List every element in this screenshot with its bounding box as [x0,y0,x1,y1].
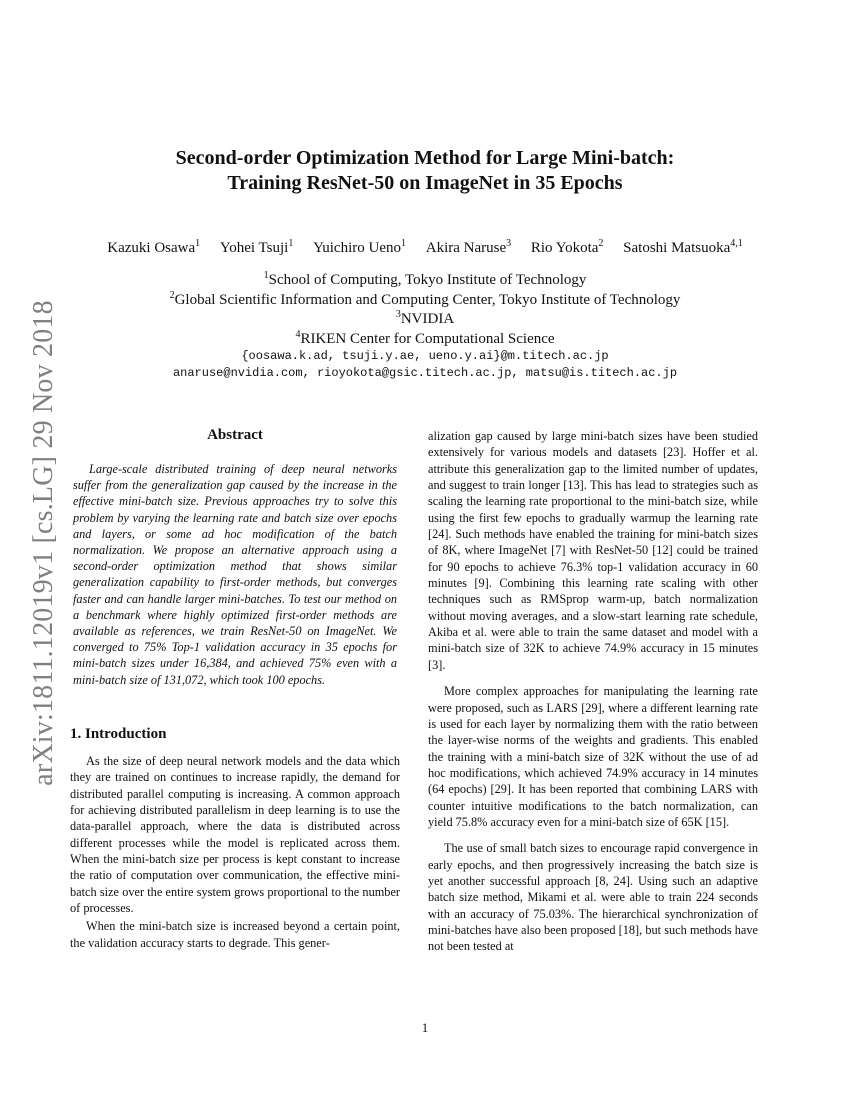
left-column [70,425,400,951]
right-paragraph-3: The use of small batch sizes to encourage rapid convergence in early epochs, and then progressively increasing the batch size is yet another successful approach [8, 24]. Using such an adaptive batch size method, Mikami et al. were able to train 224 seconds with an accuracy of 75.03%. The hierarchical synchronization of mini-batches have also been proposed [18], but such methods have not been tested at [428,841,758,954]
author-affil-mark: 4,1 [730,238,743,249]
author-name: Yuichiro Ueno [313,240,401,256]
author-6 [623,240,743,256]
title-line-1: Second-order Optimization Method for Large Mini-batch: [175,147,675,169]
author-name: Akira Naruse [425,240,507,256]
author-affil-mark: 1 [195,238,201,249]
affiliation-text: Global Scientific Information and Computing Center, Tokyo Institute of Technology [174,291,681,308]
abstract-heading: Abstract [207,427,263,443]
paper-title [70,146,780,196]
email-block [40,348,810,382]
email-line-2: anaruse@nvidia.com, rioyokota@gsic.titech.ac.jp, matsu@is.titech.ac.jp [172,366,678,380]
affiliation-number: 1 [263,270,269,281]
author-3 [313,240,406,256]
author-affil-mark: 2 [598,238,604,249]
author-affil-mark: 1 [400,238,406,249]
author-name: Yohei Tsuji [219,240,289,256]
affiliation-number: 3 [395,309,401,320]
affiliation-number: 2 [169,289,175,301]
author-name: Satoshi Matsuoka [623,240,731,256]
right-column [428,428,758,955]
intro-paragraph-2: When the mini-batch size is increased beyond a certain point, the validation accuracy starts to degrade. This gener- [70,919,400,950]
author-2 [220,240,293,256]
author-4 [426,240,511,256]
affiliation-3 [40,310,810,330]
title-line-2: Training ResNet-50 on ImageNet in 35 Epochs [227,172,623,194]
intro-paragraph-1: As the size of deep neural network models and the data which they are trained on continues to increase rapidly, the demand for distributed parallel computing is increasing. A common approach for achieving distributed parallelism in deep learning is to use the data-parallel approach, where the data is distributed across different processes while the model is replicated across them. When the mini-batch size per process is kept constant to increase the ratio of computation over communication, the effective mini-batch size over the entire system grows proportional to the number of processes. [70,753,400,915]
author-name: Rio Yokota [530,240,599,256]
affiliation-1 [40,271,810,291]
author-affil-mark: 1 [288,238,294,249]
right-paragraph-1: alization gap caused by large mini-batch sizes have been studied extensively for various models and datasets [23]. Hoffer et al. attribute this generalization gap to the limited number of updates, and suggest to train longer [13]. This has lead to strategies such as scaling the learning rate proportional to the mini-batch size, while using the first few epochs to gradually warmup the learning rate [24]. Such methods have enabled the training for mini-batch sizes of 8K, where ImageNet [7] with ResNet-50 [12] could be trained for 90 epochs to achieve 76.3% top-1 validation accuracy in 60 minutes [9]. Combining this learning rate scaling with other techniques such as RMSprop warm-up, batch normalization without moving averages, and a slow-start learning rate schedule, Akiba et al. were able to train the same dataset and model with a mini-batch size of 32K to achieve 74.9% accuracy in 15 minutes [3]. [428,429,758,672]
author-affil-mark: 3 [506,238,512,249]
affiliation-text: RIKEN Center for Computational Science [300,330,555,347]
affiliation-2 [40,291,810,311]
affiliation-text: NVIDIA [400,311,455,327]
affiliation-4 [40,330,810,350]
introduction-heading: 1. Introduction [70,725,167,742]
right-paragraph-2: More complex approaches for manipulating the learning rate were proposed, such as LARS [29], where a different learning rate is used for each layer by normalizing them with the ratio between the layer-wise norms of the weights and gradients. This enabled the training with a mini-batch size of 32K without the use of ad hoc modifications, which achieved 74.9% accuracy in 14 minutes (64 epochs) [29]. It has been reported that combining LARS with counter intuitive modifications to the batch normalization, can yield 75.8% accuracy even for a mini-batch size of 65K [15]. [428,684,758,829]
arxiv-identifier: arXiv:1811.12019v1 [cs.LG] 29 Nov 2018 [28,299,59,786]
author-name: Kazuki Osawa [107,240,196,256]
author-1 [107,240,200,256]
affiliation-number: 4 [295,328,301,340]
abstract-body: Large-scale distributed training of deep neural networks suffer from the generalization gap caused by the increase in the effective mini-batch size. Previous approaches try to solve this problem by varying the learning rate and batch size over epochs and layers, or some ad hoc modification of the batch normalization. We propose an alternative approach using a second-order optimization method that shows similar generalization capability to first-order methods, but converges faster and can handle larger mini-batches. To test our method on a benchmark where highly optimized first-order methods are available as references, we train ResNet-50 on ImageNet. We converged to 75% Top-1 validation accuracy in 35 epochs for mini-batch sizes under 16,384, and achieved 75% even with a mini-batch size of 131,072, which took 100 epochs. [73,462,397,687]
author-list [40,238,810,258]
email-line-1: {oosawa.k.ad, tsuji.y.ae, ueno.y.ai}@m.titech.ac.jp [241,349,609,363]
affiliation-text: School of Computing, Tokyo Institute of Technology [268,272,587,288]
author-5 [531,240,604,256]
affiliation-list [40,271,810,349]
page-number: 1 [421,1020,429,1035]
